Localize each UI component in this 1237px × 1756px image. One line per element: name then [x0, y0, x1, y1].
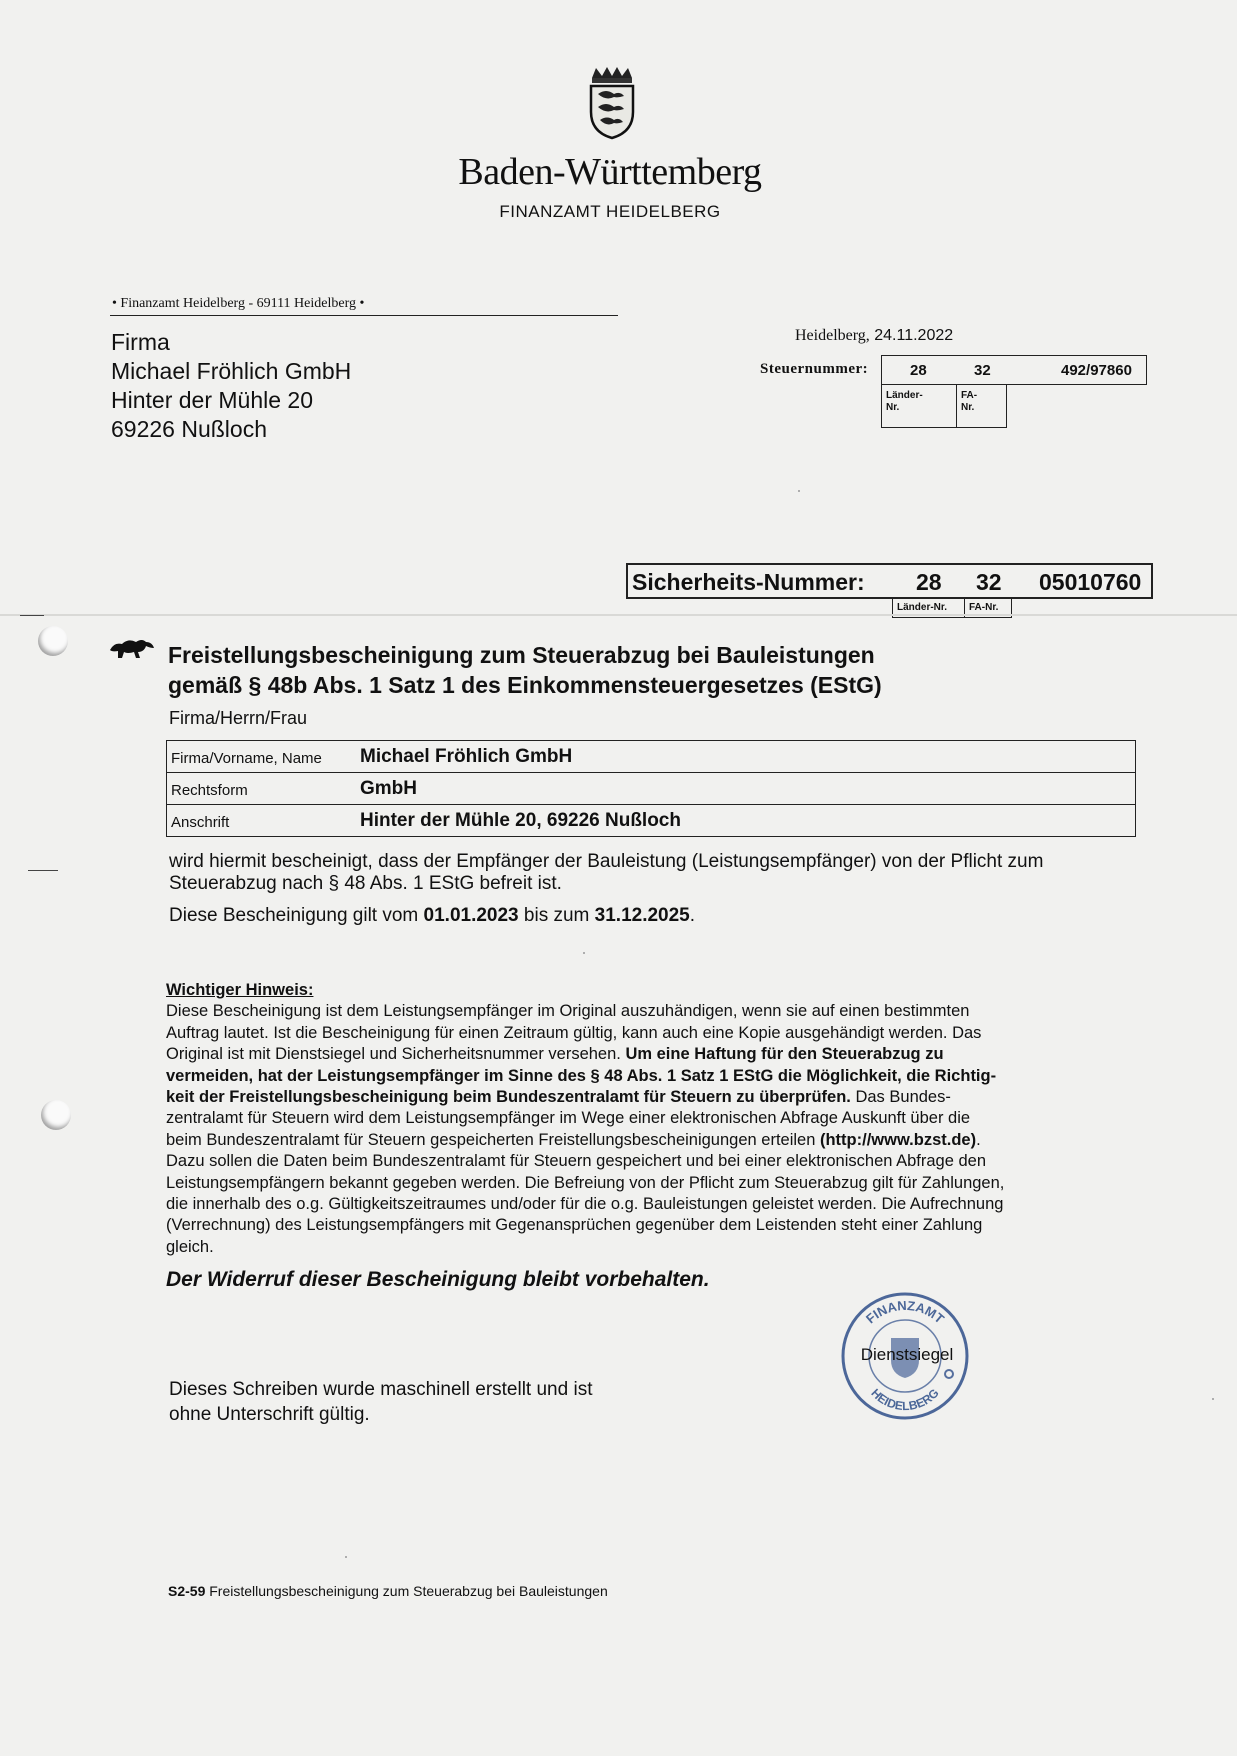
- row-value: Michael Fröhlich GmbH: [360, 746, 573, 767]
- fa-nr-label: FA- Nr.: [956, 385, 1007, 428]
- official-seal: [835, 1286, 975, 1431]
- addressee-label: Firma/Herrn/Frau: [169, 708, 308, 728]
- notice-line: Leistungsempfängern bekannt gegeben werden. Die Befreiung von der Pflicht zum Steuerabzug gilt für Zahlungen,: [166, 1173, 1005, 1192]
- exemption-statement: wird hiermit bescheinigt, dass der Empfänger der Bauleistung (Leistungsempfänger) von der Pflicht zum Steuerabzug nach § 48 Abs. 1 EStG befreit ist.: [169, 851, 1044, 894]
- security-fa: 32: [976, 569, 1002, 595]
- scan-speck: [345, 1556, 347, 1558]
- validity-suffix: .: [689, 905, 696, 926]
- security-fa-label: FA-Nr.: [964, 599, 1012, 618]
- steuernummer-fa: 32: [974, 362, 991, 379]
- notice-text: .: [976, 1130, 981, 1149]
- row-label: Firma/Vorname, Name: [171, 750, 322, 767]
- certificate-title: [168, 640, 882, 700]
- notice-bold-text: keit der Freistellungsbescheinigung beim Bundeszentralamt für Steuern zu überprüfen.: [166, 1088, 851, 1107]
- row-value: Hinter der Mühle 20, 69226 Nußloch: [360, 810, 681, 831]
- steuernummer-box: [881, 355, 1147, 385]
- steuernummer-laender: 28: [910, 362, 927, 379]
- security-laender: 28: [916, 569, 942, 595]
- validity-statement: [169, 905, 695, 927]
- table-row: [167, 773, 1135, 805]
- form-code: S2-59: [168, 1583, 206, 1599]
- notice-line: [166, 1130, 1132, 1151]
- steuernummer-label: Steuernummer:: [760, 361, 869, 377]
- place-label: Heidelberg,: [795, 327, 870, 344]
- security-number-box: [626, 563, 1153, 599]
- laender-nr-label: Länder- Nr.: [881, 385, 956, 428]
- notice-line: die innerhalb des o.g. Gültigkeitszeitraumes und/oder für die o.g. Bauleistungen geleistet werden. Die Aufrechnung: [166, 1195, 1004, 1214]
- notice-line: Dazu sollen die Daten beim Bundeszentralamt für Steuern gespeichert und bei einer elektronischen Abfrage den: [166, 1152, 987, 1171]
- sender-line: • Finanzamt Heidelberg - 69111 Heidelberg •: [112, 296, 365, 311]
- scan-speck: [1212, 1398, 1214, 1400]
- punch-hole: [41, 1100, 71, 1130]
- notice-line: [166, 1044, 1132, 1065]
- notice-line: [166, 1066, 1132, 1087]
- form-footer: [168, 1583, 608, 1599]
- important-notice: [166, 980, 1132, 1258]
- paper-fold: [0, 614, 1237, 616]
- security-laender-label: Länder-Nr.: [892, 599, 964, 618]
- row-value: GmbH: [360, 778, 417, 799]
- date-line: [795, 327, 953, 345]
- recipient-address: [111, 328, 351, 444]
- notice-line: [166, 1087, 1132, 1108]
- office-name: FINANZAMT HEIDELBERG: [499, 202, 721, 221]
- form-title: Freistellungsbescheinigung zum Steuerabzug bei Bauleistungen: [205, 1583, 608, 1599]
- valid-to: 31.12.2025: [594, 905, 690, 926]
- notice-line: gleich.: [166, 1237, 214, 1256]
- seal-bottom-text: HEIDELBERG: [868, 1385, 942, 1414]
- validity-prefix: Diese Bescheinigung gilt vom: [169, 905, 424, 926]
- steuernummer-number: 492/97860: [1061, 362, 1132, 379]
- notice-heading: Wichtiger Hinweis:: [166, 981, 314, 999]
- security-number: 05010760: [1039, 569, 1142, 595]
- notice-text: beim Bundeszentralamt für Steuern gespeicherten Freistellungsbescheinigungen erteilen: [166, 1130, 820, 1149]
- note-line: ohne Unterschrift gültig.: [169, 1404, 370, 1425]
- notice-line: Diese Bescheinigung ist dem Leistungsempfänger im Original auszuhändigen, wenn sie auf einen bestimmten: [166, 1002, 970, 1021]
- coat-of-arms-icon: [586, 64, 638, 145]
- notice-line: Auftrag lautet. Ist die Bescheinigung für einen Zeitraum gültig, kann auch eine Kopie ausgehändigt werden. Das: [166, 1023, 982, 1042]
- revocation-note: Der Widerruf dieser Bescheinigung bleibt vorbehalten.: [166, 1268, 710, 1291]
- title-line: gemäß § 48b Abs. 1 Satz 1 des Einkommensteuergesetzes (EStG): [168, 672, 882, 698]
- notice-text: Original ist mit Dienstsiegel und Sicherheitsnummer versehen.: [166, 1045, 626, 1064]
- recipient-line: 69226 Nußloch: [111, 416, 267, 442]
- machine-generated-note: [169, 1377, 592, 1427]
- notice-bold-text: vermeiden, hat der Leistungsempfänger im Sinne des § 48 Abs. 1 Satz 1 EStG die Möglichkeit, die Richtig-: [166, 1066, 997, 1085]
- table-row: [167, 805, 1135, 836]
- row-label: Rechtsform: [171, 782, 248, 799]
- notice-text: Das Bundes-: [850, 1088, 951, 1107]
- seal-label: Dienstsiegel: [860, 1345, 954, 1364]
- recipient-line: Firma: [111, 329, 170, 355]
- letter-date: 24.11.2022: [874, 327, 954, 344]
- title-line: Freistellungsbescheinigung zum Steuerabzug bei Bauleistungen: [168, 642, 875, 668]
- table-row: [167, 741, 1135, 773]
- note-line: Dieses Schreiben wurde maschinell erstellt und ist: [169, 1379, 593, 1400]
- scan-speck: [583, 952, 585, 954]
- svg-text:HEIDELBERG: [868, 1386, 941, 1413]
- fold-mark: [20, 615, 44, 616]
- state-name: Baden-Württemberg: [458, 151, 762, 193]
- scan-speck: [798, 490, 800, 492]
- lion-icon: [108, 636, 156, 665]
- seal-top-text: FINANZAMT: [862, 1297, 948, 1327]
- validity-middle: bis zum: [518, 905, 595, 926]
- notice-line: zentralamt für Steuern wird dem Leistungsempfänger im Wege einer elektronischen Abfrage Auskunft über die: [166, 1109, 971, 1128]
- notice-bold-text: Um eine Haftung für den Steuerabzug zu: [625, 1045, 944, 1064]
- notice-line: (Verrechnung) des Leistungsempfängers mit Gegenansprüchen gegenüber dem Leistenden steht einer Zahlung: [166, 1216, 983, 1235]
- certificate-table: [166, 740, 1136, 837]
- recipient-line: Michael Fröhlich GmbH: [111, 358, 352, 384]
- bzst-link[interactable]: (http://www.bzst.de): [819, 1130, 977, 1149]
- security-number-label: Sicherheits-Nummer:: [632, 569, 865, 595]
- valid-from: 01.01.2023: [423, 905, 519, 926]
- fold-mark: [28, 870, 58, 871]
- sender-divider: [110, 315, 618, 316]
- recipient-line: Hinter der Mühle 20: [111, 387, 313, 413]
- punch-hole: [38, 626, 68, 656]
- row-label: Anschrift: [171, 814, 230, 831]
